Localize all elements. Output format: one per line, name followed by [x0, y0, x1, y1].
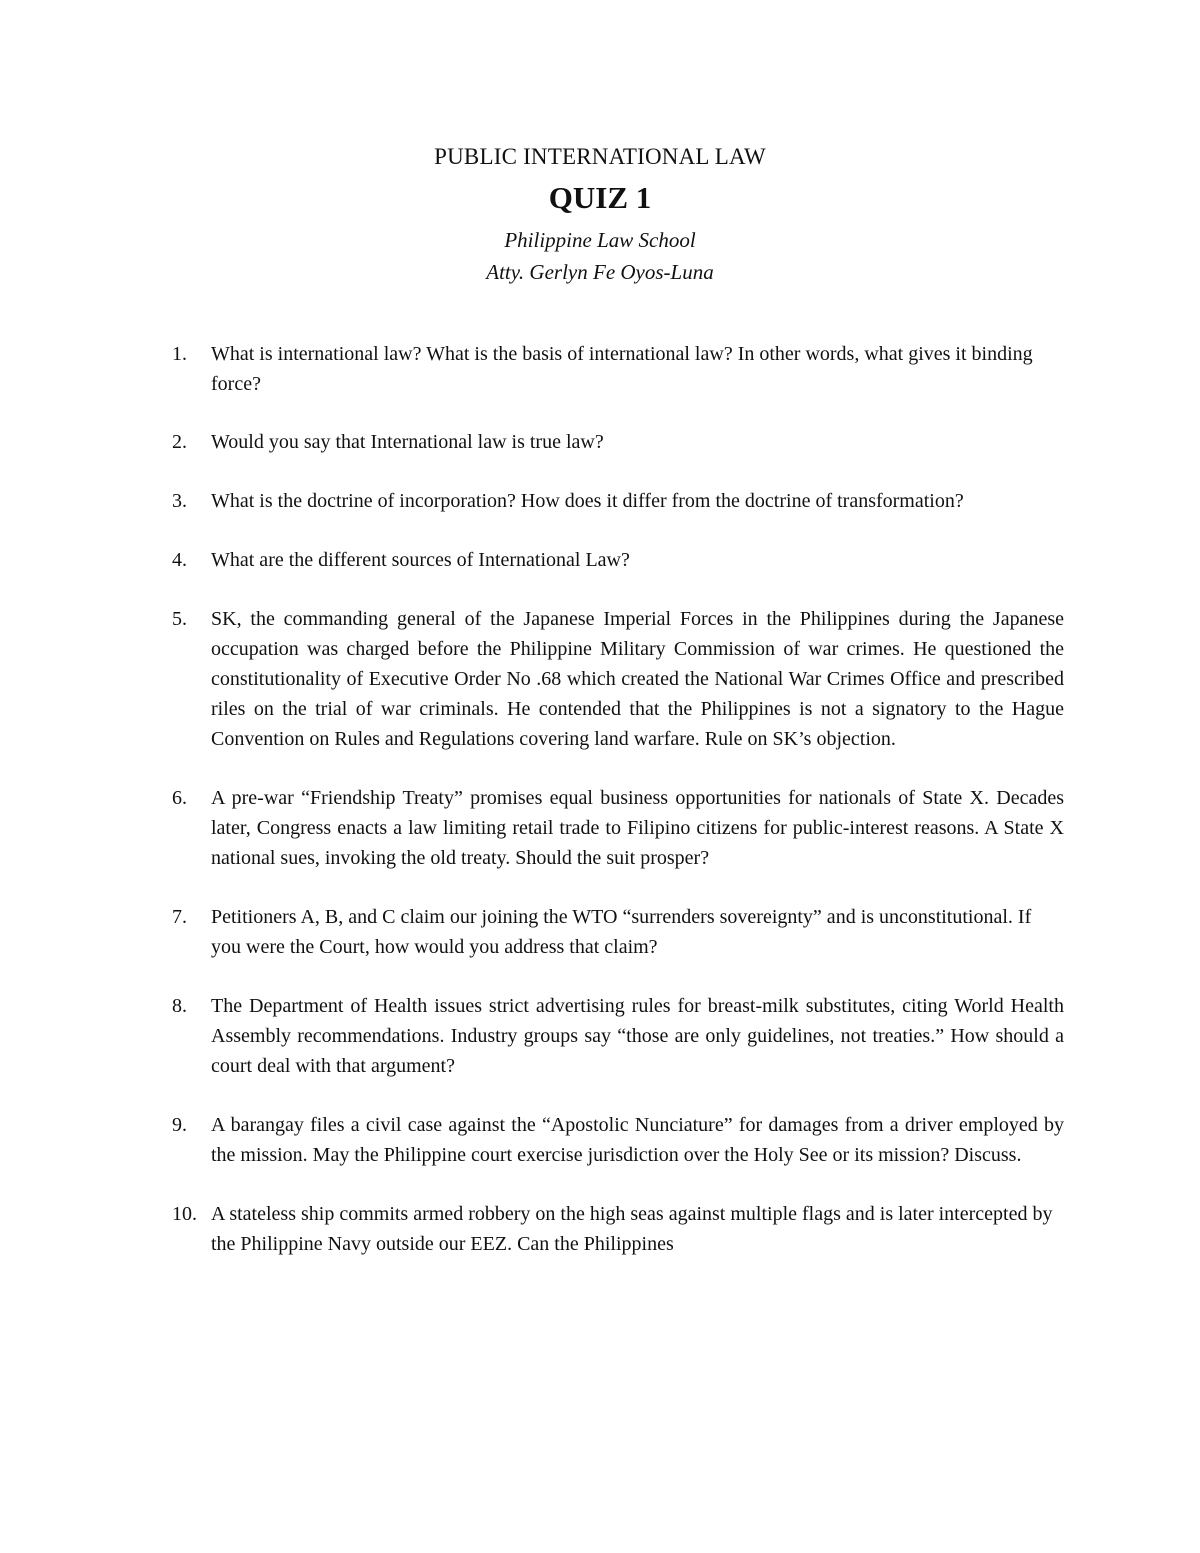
instructor-name: Atty. Gerlyn Fe Oyos-Luna	[486, 260, 714, 284]
quiz-title: QUIZ 1	[548, 180, 652, 215]
question-number: 8.	[172, 995, 187, 1017]
course-title: PUBLIC INTERNATIONAL LAW	[434, 144, 766, 169]
question-number: 6.	[172, 787, 187, 809]
question-text: What is international law? What is the basis of international law? In other words, what gives it binding force?	[211, 343, 1033, 395]
question-text: A pre-war “Friendship Treaty” promises equal business opportunities for nationals of State X. Decades later, Congress enacts a law limiting retail trade to Filipino citizens for public-interest reasons. A State X national sues, invoking the old treaty. Should the suit prosper?	[211, 787, 1064, 869]
question-number: 1.	[172, 343, 187, 365]
question-item	[172, 486, 1064, 516]
question-text: The Department of Health issues strict advertising rules for breast-milk substitutes, citing World Health Assembly recommendations. Industry groups say “those are only guidelines, not treaties.” How should a court deal with that argument?	[211, 995, 1064, 1077]
question-text: A barangay files a civil case against the “Apostolic Nunciature” for damages from a driver employed by the mission. May the Philippine court exercise jurisdiction over the Holy See or its mission? Discuss.	[211, 1114, 1064, 1166]
question-text: Would you say that International law is true law?	[211, 431, 604, 453]
question-text: Petitioners A, B, and C claim our joining the WTO “surrenders sovereignty” and is unconstitutional. If you were the Court, how would you address that claim?	[211, 906, 1032, 958]
question-item	[172, 1110, 1064, 1170]
question-item	[172, 902, 1064, 962]
question-text: What are the different sources of International Law?	[211, 549, 630, 571]
question-number: 10.	[172, 1203, 197, 1225]
question-item	[172, 991, 1064, 1081]
question-number: 9.	[172, 1114, 187, 1136]
question-text: A stateless ship commits armed robbery on the high seas against multiple flags and is later intercepted by the Philippine Navy outside our EEZ. Can the Philippines	[211, 1203, 1053, 1255]
question-list	[172, 339, 1064, 1259]
question-item	[172, 783, 1064, 873]
question-number: 7.	[172, 906, 187, 928]
question-item	[172, 427, 1064, 457]
question-number: 2.	[172, 431, 187, 453]
question-item	[172, 545, 1064, 575]
question-number: 4.	[172, 549, 187, 571]
question-number: 5.	[172, 608, 187, 630]
question-item	[172, 604, 1064, 754]
school-name: Philippine Law School	[504, 228, 696, 252]
document-header	[0, 142, 1200, 288]
question-text: SK, the commanding general of the Japanese Imperial Forces in the Philippines during the Japanese occupation was charged before the Philippine Military Commission of war crimes. He questioned the constitutionality of Executive Order No .68 which created the National War Crimes Office and prescribed riles on the trial of war criminals. He contended that the Philippines is not a signatory to the Hague Convention on Rules and Regulations covering land warfare. Rule on SK’s objection.	[211, 608, 1064, 750]
question-item	[172, 1199, 1064, 1259]
question-item	[172, 339, 1064, 399]
question-text: What is the doctrine of incorporation? How does it differ from the doctrine of transformation?	[211, 490, 964, 512]
question-number: 3.	[172, 490, 187, 512]
